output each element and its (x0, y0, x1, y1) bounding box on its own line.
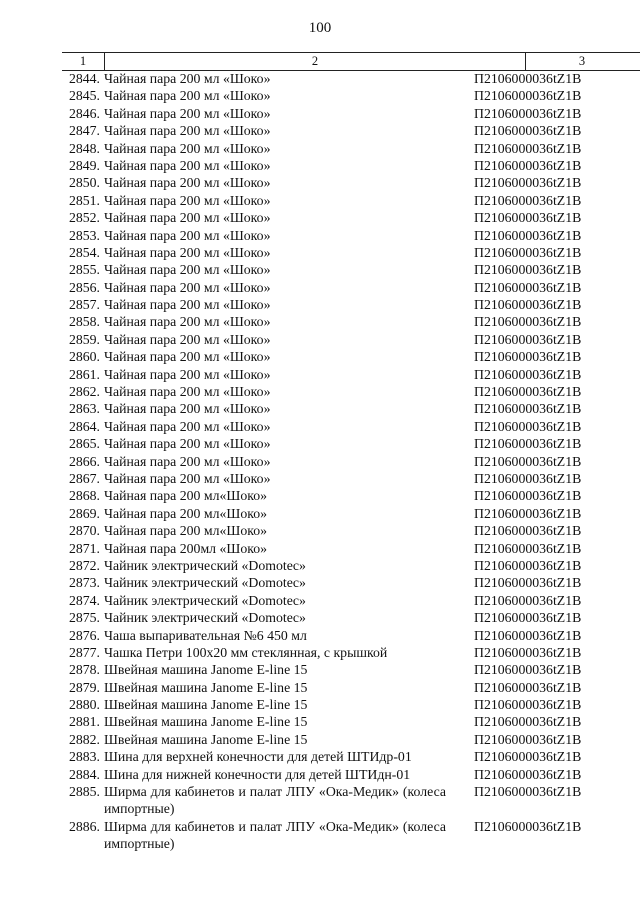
item-code: П2106000036tZ1B (474, 297, 582, 313)
row-number: 2845. (68, 88, 100, 104)
table-row (0, 140, 640, 157)
item-code: П2106000036tZ1B (474, 610, 582, 626)
table-row (0, 748, 640, 765)
item-code: П2106000036tZ1B (474, 227, 582, 243)
header-col-2: 2 (104, 53, 526, 70)
item-name: Чайная пара 200 мл «Шоко» (104, 262, 271, 278)
item-code: П2106000036tZ1B (474, 192, 582, 208)
item-code: П2106000036tZ1B (474, 210, 582, 226)
item-code: П2106000036tZ1B (474, 401, 582, 417)
item-code: П2106000036tZ1B (474, 384, 582, 400)
row-number: 2868. (68, 488, 100, 504)
row-number: 2879. (68, 679, 100, 695)
table-row (0, 609, 640, 626)
item-name: Чайная пара 200 мл «Шоко» (104, 401, 271, 417)
row-number: 2863. (68, 401, 100, 417)
row-number: 2850. (68, 175, 100, 191)
item-code: П2106000036tZ1B (474, 105, 582, 121)
item-name: Чайная пара 200 мл «Шоко» (104, 331, 271, 347)
item-code: П2106000036tZ1B (474, 505, 582, 521)
item-code: П2106000036tZ1B (474, 418, 582, 434)
item-name: Чайник электрический «Domotec» (104, 610, 306, 626)
item-name: Чайная пара 200 мл«Шоко» (104, 488, 268, 504)
item-code: П2106000036tZ1B (474, 436, 582, 452)
table-row (0, 696, 640, 713)
row-number: 2873. (68, 575, 100, 591)
row-number: 2876. (68, 627, 100, 643)
item-code: П2106000036tZ1B (474, 644, 582, 660)
item-name: Швейная машина Janome E-line 15 (104, 679, 308, 695)
item-code: П2106000036tZ1B (474, 140, 582, 156)
row-number: 2848. (68, 140, 100, 156)
row-number: 2881. (68, 714, 100, 730)
row-number: 2880. (68, 697, 100, 713)
table-row (0, 313, 640, 330)
table-row (0, 435, 640, 452)
table-row (0, 244, 640, 261)
item-name: Швейная машина Janome E-line 15 (104, 697, 308, 713)
row-number: 2864. (68, 418, 100, 434)
row-number: 2867. (68, 470, 100, 486)
item-name: Чайная пара 200 мл «Шоко» (104, 210, 271, 226)
item-code: П2106000036tZ1B (474, 349, 582, 365)
item-code: П2106000036tZ1B (474, 262, 582, 278)
table-row (0, 487, 640, 504)
item-name: Чайник электрический «Domotec» (104, 557, 306, 573)
row-number: 2871. (68, 540, 100, 556)
item-name: Чайная пара 200 мл «Шоко» (104, 140, 271, 156)
table-row (0, 227, 640, 244)
table-row (0, 122, 640, 139)
item-name: Чайная пара 200 мл «Шоко» (104, 157, 271, 173)
item-name: Швейная машина Janome E-line 15 (104, 662, 308, 678)
item-name: Чайная пара 200 мл «Шоко» (104, 192, 271, 208)
row-number: 2849. (68, 157, 100, 173)
table-row (0, 592, 640, 609)
table-row (0, 557, 640, 574)
item-name: Чайник электрический «Domotec» (104, 592, 306, 608)
item-code: П2106000036tZ1B (474, 366, 582, 382)
item-name: Швейная машина Janome E-line 15 (104, 714, 308, 730)
item-name: Чайная пара 200 мл «Шоко» (104, 349, 271, 365)
row-number: 2853. (68, 227, 100, 243)
item-name: Шина для верхней конечности для детей ШТИдр-01 (104, 749, 412, 765)
row-number: 2869. (68, 505, 100, 521)
table-row (0, 731, 640, 748)
row-number: 2852. (68, 210, 100, 226)
row-number: 2856. (68, 279, 100, 295)
table-header (62, 52, 640, 71)
item-name: Чайная пара 200 мл «Шоко» (104, 123, 271, 139)
table-row (0, 661, 640, 678)
table-row (0, 766, 640, 783)
item-code: П2106000036tZ1B (474, 784, 582, 800)
table-row (0, 383, 640, 400)
item-name: Чашка Петри 100х20 мм стеклянная, с крышкой (104, 644, 388, 660)
item-name: Чайная пара 200 мл «Шоко» (104, 175, 271, 191)
item-name: Чайная пара 200 мл «Шоко» (104, 279, 271, 295)
table-row (0, 87, 640, 104)
table-row (0, 105, 640, 122)
item-code: П2106000036tZ1B (474, 818, 582, 834)
table-row (0, 453, 640, 470)
table-row (0, 174, 640, 191)
table-row (0, 627, 640, 644)
table-row (0, 157, 640, 174)
item-code: П2106000036tZ1B (474, 766, 582, 782)
item-code: П2106000036tZ1B (474, 314, 582, 330)
page-number: 100 (308, 20, 332, 36)
item-code: П2106000036tZ1B (474, 157, 582, 173)
table-row (0, 783, 640, 818)
item-code: П2106000036tZ1B (474, 714, 582, 730)
row-number: 2882. (68, 731, 100, 747)
row-number: 2885. (68, 784, 100, 800)
item-code: П2106000036tZ1B (474, 731, 582, 747)
item-name: Швейная машина Janome E-line 15 (104, 731, 308, 747)
item-code: П2106000036tZ1B (474, 592, 582, 608)
item-name: Ширма для кабинетов и палат ЛПУ «Ока-Медик» (колеса импортные) (104, 818, 446, 852)
row-number: 2877. (68, 644, 100, 660)
table-row (0, 574, 640, 591)
item-code: П2106000036tZ1B (474, 749, 582, 765)
row-number: 2866. (68, 453, 100, 469)
table-row (0, 331, 640, 348)
item-code: П2106000036tZ1B (474, 523, 582, 539)
item-code: П2106000036tZ1B (474, 679, 582, 695)
table-row (0, 505, 640, 522)
item-name: Чайная пара 200 мл «Шоко» (104, 470, 271, 486)
table-row (0, 192, 640, 209)
item-name: Чайная пара 200 мл «Шоко» (104, 384, 271, 400)
row-number: 2874. (68, 592, 100, 608)
row-number: 2858. (68, 314, 100, 330)
item-name: Чайная пара 200 мл«Шоко» (104, 523, 268, 539)
row-number: 2861. (68, 366, 100, 382)
row-number: 2870. (68, 523, 100, 539)
item-name: Чайная пара 200 мл «Шоко» (104, 366, 271, 382)
row-number: 2859. (68, 331, 100, 347)
row-number: 2860. (68, 349, 100, 365)
item-name: Чайная пара 200 мл «Шоко» (104, 244, 271, 260)
item-code: П2106000036tZ1B (474, 540, 582, 556)
row-number: 2865. (68, 436, 100, 452)
table-row (0, 713, 640, 730)
item-name: Чайная пара 200 мл «Шоко» (104, 418, 271, 434)
table-row (0, 70, 640, 87)
row-number: 2883. (68, 749, 100, 765)
item-name: Шина для нижней конечности для детей ШТИдн-01 (104, 766, 411, 782)
table-row (0, 261, 640, 278)
item-name: Чайная пара 200 мл «Шоко» (104, 105, 271, 121)
item-code: П2106000036tZ1B (474, 331, 582, 347)
item-code: П2106000036tZ1B (474, 71, 582, 86)
item-name: Чайная пара 200 мл «Шоко» (104, 88, 271, 104)
item-code: П2106000036tZ1B (474, 697, 582, 713)
item-code: П2106000036tZ1B (474, 662, 582, 678)
table-row (0, 418, 640, 435)
header-col-1: 1 (79, 54, 87, 68)
table-row (0, 522, 640, 539)
row-number: 2851. (68, 192, 100, 208)
item-code: П2106000036tZ1B (474, 175, 582, 191)
table-row (0, 818, 640, 853)
item-code: П2106000036tZ1B (474, 557, 582, 573)
row-number: 2884. (68, 766, 100, 782)
table-row (0, 644, 640, 661)
item-name: Чайная пара 200 мл«Шоко» (104, 505, 268, 521)
row-number: 2872. (68, 557, 100, 573)
table-row (0, 540, 640, 557)
item-name: Чайная пара 200 мл «Шоко» (104, 71, 271, 86)
item-code: П2106000036tZ1B (474, 244, 582, 260)
row-number: 2847. (68, 123, 100, 139)
row-number: 2862. (68, 384, 100, 400)
table-row (0, 296, 640, 313)
table-row (0, 348, 640, 365)
table-row (0, 400, 640, 417)
item-name: Чайная пара 200 мл «Шоко» (104, 453, 271, 469)
row-number: 2857. (68, 297, 100, 313)
item-code: П2106000036tZ1B (474, 123, 582, 139)
item-name: Чайная пара 200 мл «Шоко» (104, 436, 271, 452)
row-number: 2844. (68, 71, 100, 86)
table-row (0, 279, 640, 296)
table-body (0, 70, 640, 853)
item-name: Чаша выпаривательная №6 450 мл (104, 627, 307, 643)
item-code: П2106000036tZ1B (474, 279, 582, 295)
item-name: Чайная пара 200мл «Шоко» (104, 540, 268, 556)
item-code: П2106000036tZ1B (474, 453, 582, 469)
table-row (0, 209, 640, 226)
item-code: П2106000036tZ1B (474, 470, 582, 486)
item-name: Чайная пара 200 мл «Шоко» (104, 227, 271, 243)
row-number: 2854. (68, 244, 100, 260)
item-code: П2106000036tZ1B (474, 627, 582, 643)
item-code: П2106000036tZ1B (474, 488, 582, 504)
row-number: 2846. (68, 105, 100, 121)
item-name: Ширма для кабинетов и палат ЛПУ «Ока-Медик» (колеса импортные) (104, 784, 446, 817)
item-code: П2106000036tZ1B (474, 88, 582, 104)
item-name: Чайная пара 200 мл «Шоко» (104, 297, 271, 313)
item-name: Чайная пара 200 мл «Шоко» (104, 314, 271, 330)
row-number: 2855. (68, 262, 100, 278)
table-row (0, 366, 640, 383)
row-number: 2878. (68, 662, 100, 678)
table-row (0, 470, 640, 487)
header-col-3: 3 (578, 54, 586, 68)
item-code: П2106000036tZ1B (474, 575, 582, 591)
item-name: Чайник электрический «Domotec» (104, 575, 306, 591)
row-number: 2875. (68, 610, 100, 626)
table-row (0, 679, 640, 696)
row-number: 2886. (68, 818, 100, 834)
